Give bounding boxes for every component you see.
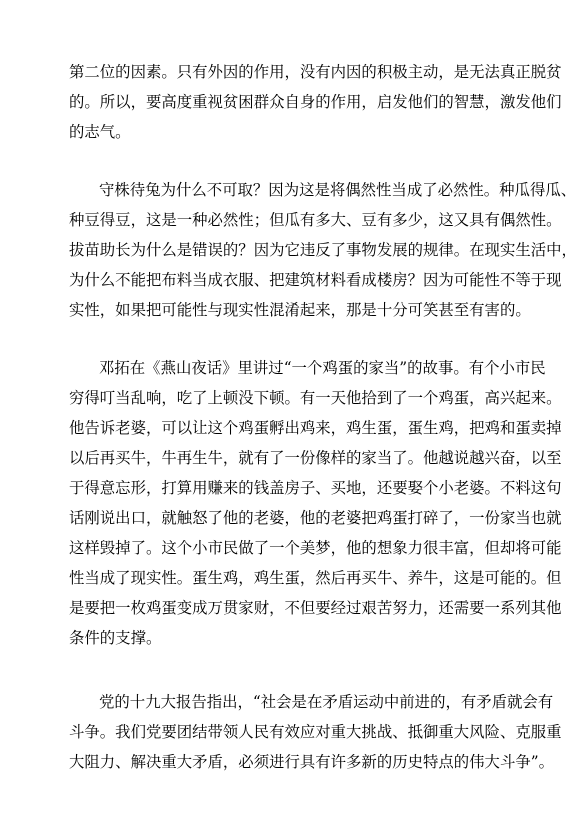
text-line: 于得意忘形，打算用赚来的钱盖房子、买地，还要娶个小老婆。不料这句 — [69, 479, 562, 497]
text-line: 实性，如果把可能性与现实性混淆起来，那是十分可笑甚至有害的。 — [69, 301, 531, 319]
text-line: 他告诉老婆，可以让这个鸡蛋孵出鸡来，鸡生蛋，蛋生鸡，把鸡和蛋卖掉 — [69, 419, 562, 437]
text-line: 的志气。 — [69, 123, 131, 141]
text-line: 性当成了现实性。蛋生鸡，鸡生蛋，然后再买牛、养牛，这是可能的。但 — [69, 569, 562, 587]
text-line: 第二位的因素。只有外因的作用，没有内因的积极主动，是无法真正脱贫 — [69, 63, 562, 81]
text-line: 穷得叮当乱响，吃了上顿没下顿。有一天他拾到了一个鸡蛋，高兴起来。 — [69, 389, 562, 407]
text-line: 这样毁掉了。这个小市民做了一个美梦，他的想象力很丰富，但却将可能 — [69, 539, 562, 557]
text-line: 是要把一枚鸡蛋变成万贯家财，不但要经过艰苦努力，还需要一系列其他 — [69, 599, 562, 617]
text-line: 拔苗助长为什么是错误的？因为它违反了事物发展的规律。在现实生活中， — [69, 241, 577, 259]
text-line: 斗争。我们党要团结带领人民有效应对重大挑战、抵御重大风险、克服重 — [69, 723, 562, 741]
text-line: 邓拓在《燕山夜话》里讲过“一个鸡蛋的家当”的故事。有个小市民 — [99, 359, 546, 377]
text-line: 话刚说出口，就触怒了他的老婆，他的老婆把鸡蛋打碎了，一份家当也就 — [69, 509, 562, 527]
text-line: 党的十九大报告指出，“社会是在矛盾运动中前进的，有矛盾就会有 — [99, 693, 554, 711]
text-line: 大阻力、解决重大矛盾，必须进行具有许多新的历史特点的伟大斗争”。 — [69, 753, 554, 771]
text-line: 种豆得豆，这是一种必然性；但瓜有多大、豆有多少，这又具有偶然性。 — [69, 211, 562, 229]
text-line: 的。所以，要高度重视贫困群众自身的作用，启发他们的智慧，激发他们 — [69, 93, 562, 111]
text-line: 守株待兔为什么不可取？因为这是将偶然性当成了必然性。种瓜得瓜、 — [99, 181, 577, 199]
text-line: 以后再买牛，牛再生牛，就有了一份像样的家当了。他越说越兴奋，以至 — [69, 449, 562, 467]
text-line: 为什么不能把布料当成衣服、把建筑材料看成楼房？因为可能性不等于现 — [69, 271, 562, 289]
text-line: 条件的支撑。 — [69, 629, 162, 647]
